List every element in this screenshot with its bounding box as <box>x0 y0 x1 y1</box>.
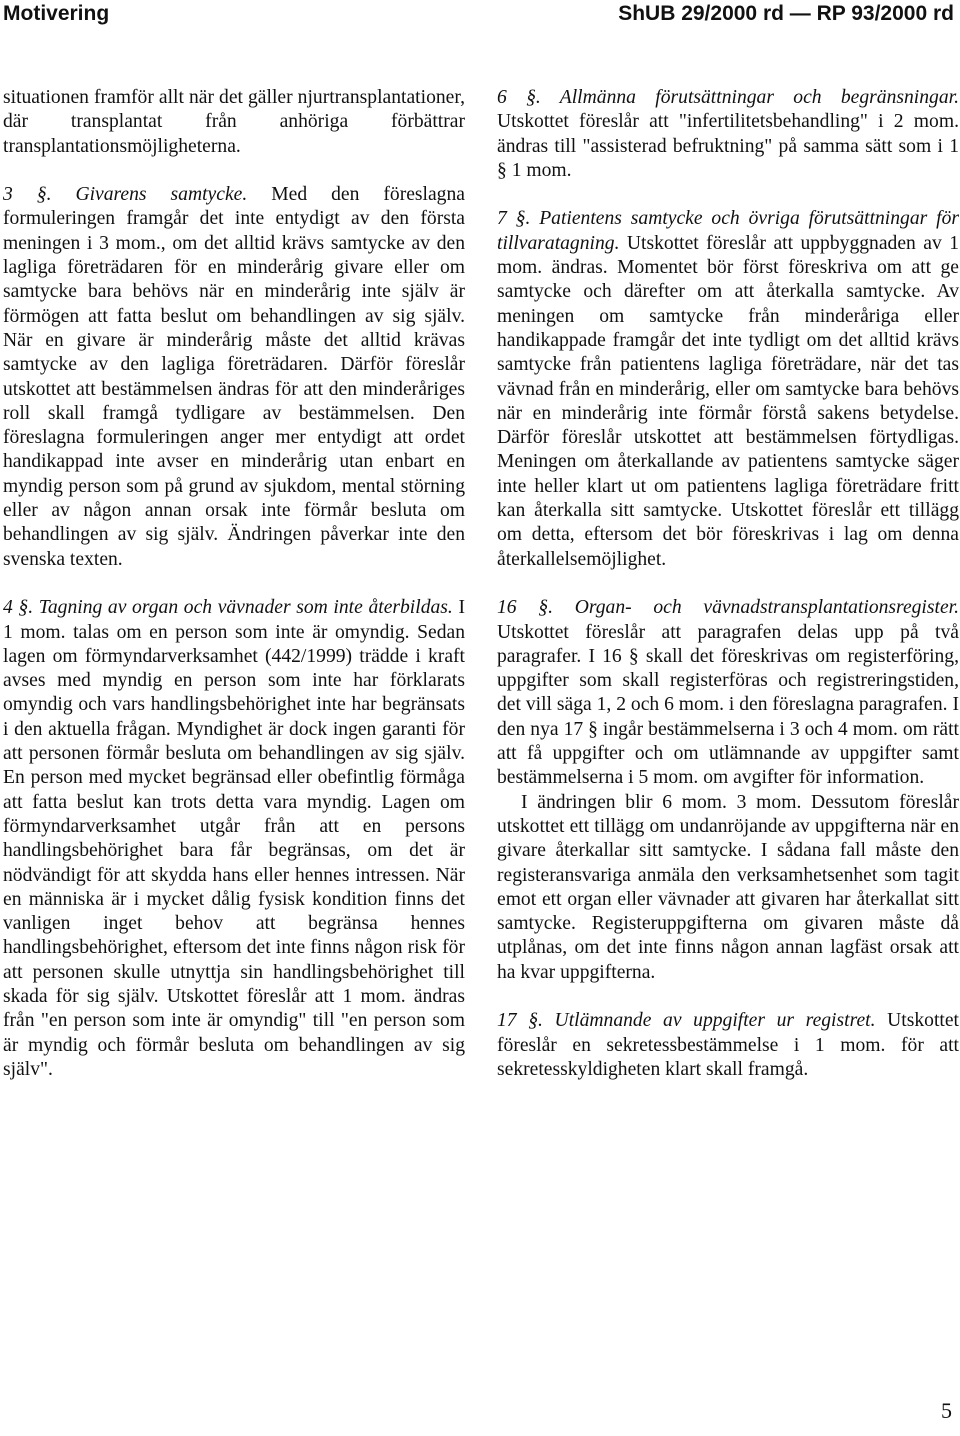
section-6-body: Utskottet föreslår att "infertilitetsbehandling" i 2 mom. ändras till "assisterad befruktning" på samma sätt som i 1 § 1 mom. <box>497 111 959 181</box>
paragraph-continuation: situationen framför allt när det gäller njurtransplantationer, där transplantat från anhöriga förbättrar transplantationsmöjligheterna. <box>3 87 465 157</box>
section-7-title: 7 §. Patientens samtycke och övriga förutsättningar för tillvaratagning. <box>497 208 959 254</box>
right-column <box>497 86 959 1082</box>
section-3-title: 3 §. Givarens samtycke. <box>3 184 248 206</box>
section-16-title: 16 §. Organ- och vävnadstransplantationsregister. <box>497 597 959 619</box>
section-3-body: Med den föreslagna formuleringen framgår det inte entydigt av den första meningen i 3 mom., om det alltid krävs samtycke av den lagliga företrädaren för en minderårig givare eller om samtycke bara behövs när en minderårig inte själv är förmögen att fatta beslut om behandlingen av sig själv. När en givare är minderårig måste det alltid krävas samtycke av den lagliga företrädaren. Därför föreslår utskottet att bestämmelsen ändras för att den minderåriges roll skall framgå tydligare av bestämmelsen. Den föreslagna formuleringen anger mer entydigt att ordet handikappad inte avser en minderårig utan enbart en myndig person som på grund av sjukdom, mental störning eller av någon annan orsak inte förmår besluta om behandlingen av sig själv. Ändringen påverkar inte den svenska texten. <box>3 184 465 570</box>
left-column <box>3 86 465 1082</box>
section-17 <box>497 1009 959 1082</box>
section-4 <box>3 596 465 1082</box>
page-header <box>0 0 960 28</box>
page-number: 5 <box>941 1398 952 1423</box>
header-section-label: Motivering <box>3 2 110 25</box>
section-17-body: Utskottet föreslår en sekretessbestämmelse i 1 mom. för att sekretesskyldigheten klart skall framgå. <box>497 1010 959 1080</box>
header-document-reference: ShUB 29/2000 rd — RP 93/2000 rd <box>618 2 954 25</box>
section-3 <box>3 183 465 572</box>
section-6 <box>497 86 959 183</box>
section-16-paragraph-2: I ändringen blir 6 mom. 3 mom. Dessutom föreslår utskottet ett tillägg om undanröjande av uppgifterna när en givare återkallar sitt samtycke. I sådana fall måste den registeransvariga anmäla den verksamhetsenhet som tagit emot ett organ eller vävnader att givaren har återkallat sitt samtycke. Registeruppgifterna om givaren måste då utplånas, om det inte finns någon annan lagfäst orsak att ha kvar uppgifterna. <box>497 791 959 983</box>
section-6-title: 6 §. Allmänna förutsättningar och begränsningar. <box>497 87 959 108</box>
section-7 <box>497 207 959 571</box>
section-4-body: I 1 mom. talas om en person som inte är omyndig. Sedan lagen om förmyndarverksamhet (442/1999) trädde i kraft avses med myndig en person som inte har förklarats omyndig och vars handlingsbehörighet inte har begränsats i den aktuella frågan. Myndighet är dock ingen garanti för att personen förmår besluta om behandlingen av sig själv. En person med mycket begränsad eller obefintlig förmåga att fatta beslut kan trots detta vara myndig. Lagen om förmyndarverksamhet utgår från att en persons handlingsbehörighet bara får begränsas, om det är nödvändigt för att skydda hans eller hennes intressen. När en människa är i mycket dålig fysisk kondition finns det vanligen inget behov att begränsa hennes handlingsbehörighet, eftersom det inte finns någon risk för att personen skulle utnyttja sin handlingsbehörighet till skada för sig själv. Utskottet föreslår att 1 mom. ändras från "en person som inte är omyndig" till "en person som är myndig och förmår besluta om behandlingen av sig själv". <box>3 597 465 1080</box>
section-4-title: 4 §. Tagning av organ och vävnader som inte återbildas. <box>3 597 453 619</box>
section-16-body: Utskottet föreslår att paragrafen delas upp på två paragrafer. I 16 § skall det föreskrivas om registerföring, uppgifter som skall registerföras och registreringstiden, det vill säga 1, 2 och 6 mom. i den föreslagna paragrafen. I den nya 17 § ingår bestämmelserna i 3 och 4 mom. om rätt att få uppgifter och om utlämnande av uppgifter samt bestämmelserna i 5 mom. om avgifter för information. <box>497 621 959 789</box>
section-16 <box>497 596 959 790</box>
section-7-body: Utskottet föreslår att uppbyggnaden av 1 mom. ändras. Momentet bör först föreskriva om att ge samtycke och därefter om att återkalla samtycke. Av meningen om samtycke från minderåriga eller handikappade framgår det inte tydligt om det alltid krävs samtycke från patientens lagliga företrädare, när det tas vävnad från en minderårig, eller om samtycke bara behövs när en minderårig inte förmår förstå sakens betydelse. Därför föreslår utskottet att bestämmelsen förtydligas. Meningen om återkallande av patientens samtycke säger inte heller klart ut om patientens lagliga företrädare fritt kan återkalla sitt samtycke. Utskottet föreslår ett tillägg om detta, eftersom det bör föreskrivas i lag om denna återkallelsemöjlighet. <box>497 232 959 570</box>
section-17-title: 17 §. Utlämnande av uppgifter ur registret. <box>497 1010 876 1032</box>
